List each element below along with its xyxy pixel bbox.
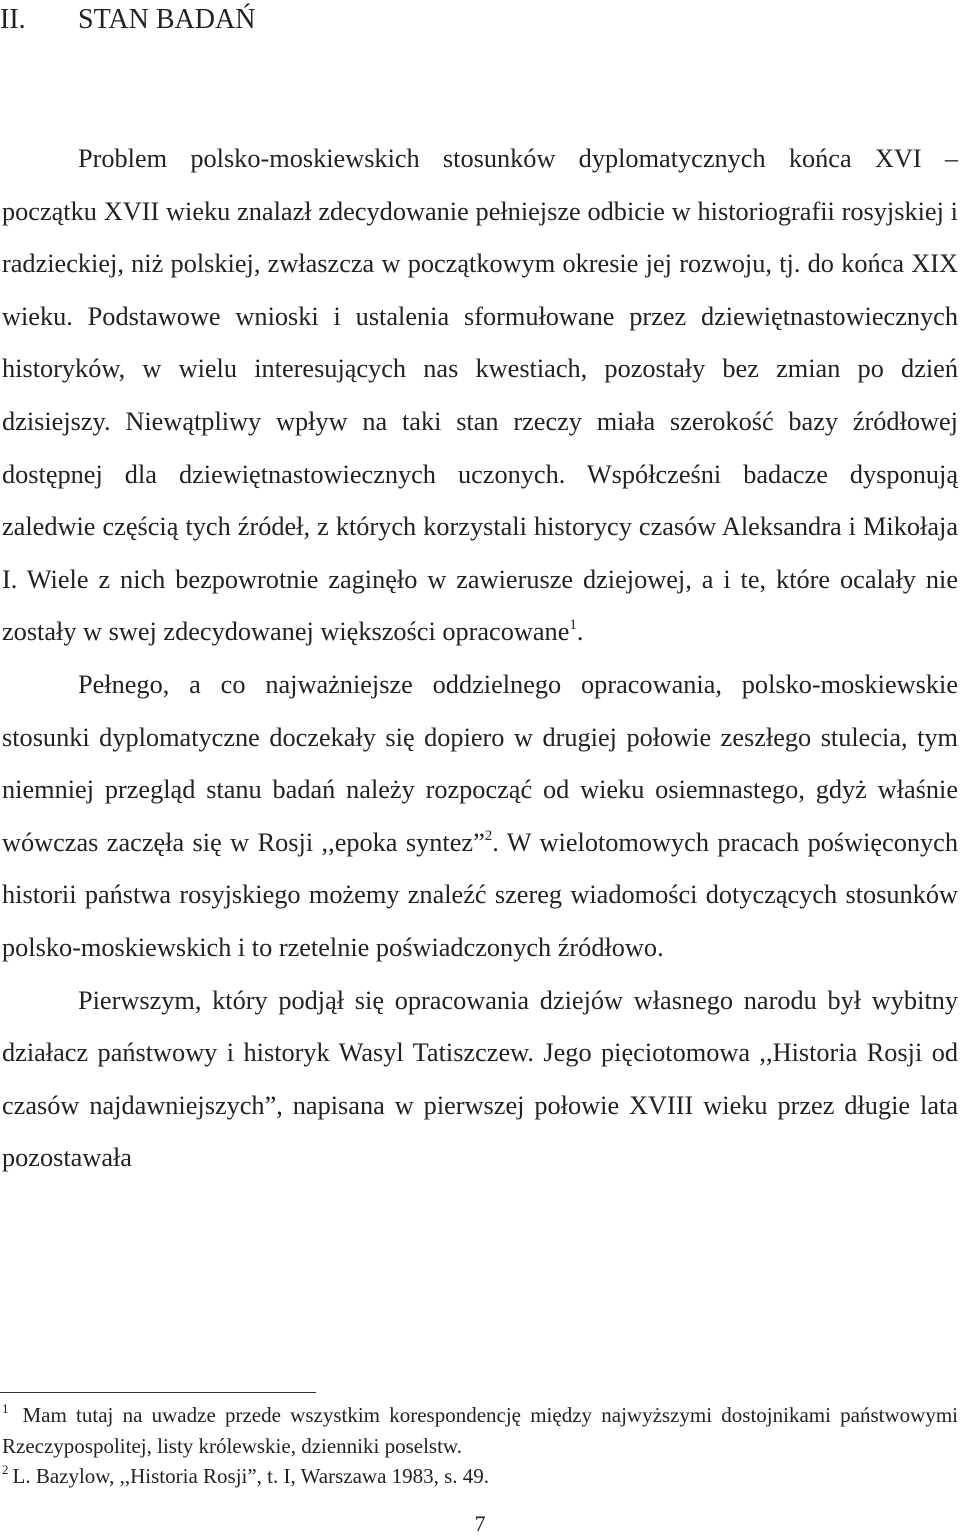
paragraph-text: Pierwszym, który podjął się opracowania dziejów własnego narodu był wybitny działacz państwowy i historyk Wasyl Tatiszczew. Jego pięciotomowa ,,Historia Rosji od czasów najdawniejszych”, napisana w pierwszej połowie XVIII wieku przez długie lata pozostawała [2,985,958,1173]
footnote-reference[interactable]: 1 [569,617,577,634]
chapter-number: II. [0,4,26,35]
paragraph [2,975,958,1185]
chapter-heading [0,0,255,40]
paragraph-text: Pełnego, a co najważniejsze oddzielnego opracowania, polsko-moskiewskie stosunki dyplomatyczne doczekały się dopiero w drugiej połowie zeszłego stulecia, tym niemniej przegląd stanu badań należy rozpocząć od wieku osiemnastego, gdyż właśnie wówczas zaczęła się w Rosji ,,epoka syntez” [2,669,958,857]
paragraph [2,659,958,975]
footnotes [2,1400,958,1492]
paragraph-text: . W wielotomowych pracach poświęconych historii państwa rosyjskiego możemy znaleźć szereg wiadomości dotyczących stosunków polsko-moskiewskich i to rzetelnie poświadczonych źródłowo. [2,827,958,962]
footnote-reference[interactable]: 2 [484,827,493,844]
paragraph-text: Problem polsko-moskiewskich stosunków dyplomatycznych końca XVI – początku XVII wieku znalazł zdecydowanie pełniejsze odbicie w historiografii rosyjskiej i radzieckiej, niż polskiej, zwłaszcza w początkowym okresie jej rozwoju, tj. do końca XIX wieku. Podstawowe wnioski i ustalenia sformułowane przez dziewiętnastowiecznych historyków, w wielu interesujących nas kwestiach, pozostały bez zmian po dzień dzisiejszy. Niewątpliwy wpływ na taki stan rzeczy miała szerokość bazy źródłowej dostępnej dla dziewiętnastowiecznych uczonych. Współcześni badacze dysponują zaledwie częścią tych źródeł, z których korzystali historycy czasów Aleksandra i Mikołaja I. Wiele z nich bezpowrotnie zaginęło w zawierusze dziejowej, a i te, które ocalały nie zostały w swej zdecydowanej większości opracowane [2,144,958,647]
footnote-number: 2 [2,1462,9,1477]
body-text [2,133,958,1185]
footnote [2,1400,958,1461]
page-number: 7 [474,1511,486,1536]
chapter-title: STAN BADAŃ [78,4,256,35]
paragraph [2,133,958,659]
footnote-text: L. Bazylow, ,,Historia Rosji”, t. I, Warszawa 1983, s. 49. [12,1464,490,1488]
footnote-separator [0,1392,316,1393]
footnote-number: 1 [2,1401,9,1416]
paragraph-text: . [576,617,584,647]
footnote [2,1461,958,1492]
footnote-text: Mam tutaj na uwadze przede wszystkim korespondencję między najwyższymi dostojnikami państwowymi Rzeczypospolitej, listy królewskie, dzienniki poselstw. [2,1403,958,1458]
